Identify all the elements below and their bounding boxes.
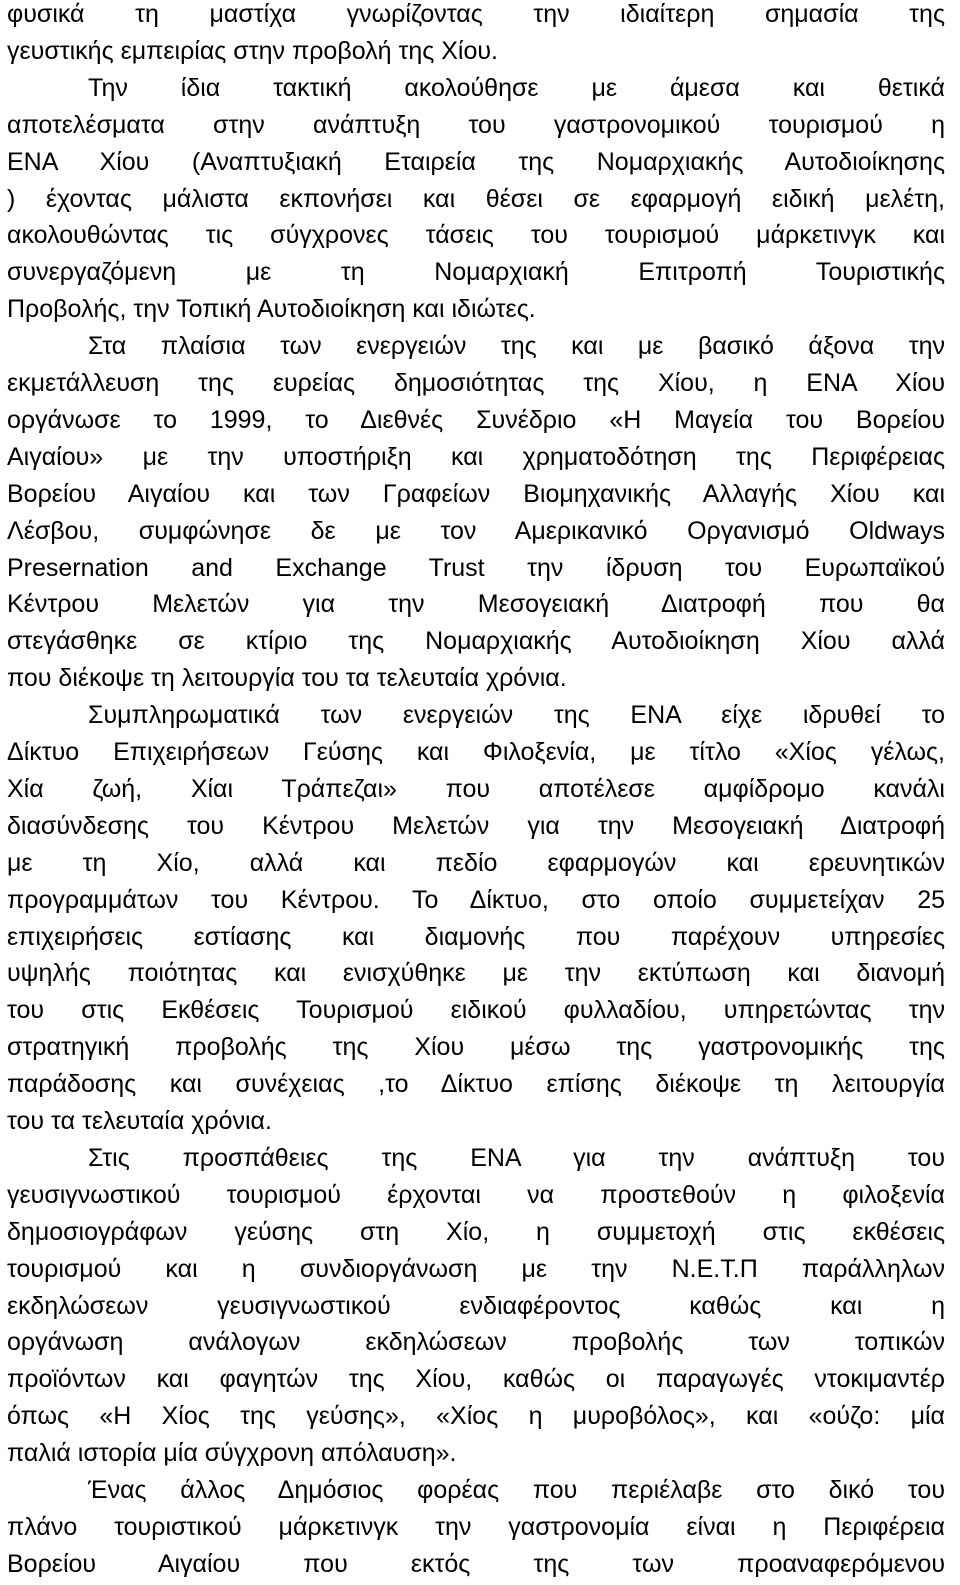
text-line: στεγάσθηκε σε κτίριο της Νομαρχιακής Αυτοδιοίκηση Χίου αλλά [7,627,945,656]
text-line: παράδοσης και συνέχειας ,το Δίκτυο επίσης διέκοψε τη λειτουργία [7,1070,945,1099]
text-line: παλιά ιστορία μία σύγχρονη απόλαυση». [7,1439,457,1468]
text-line: Προβολής, την Τοπική Αυτοδιοίκηση και ιδιώτες. [7,295,536,324]
text-line: στρατηγική προβολής της Χίου μέσω της γαστρονομικής της [7,1033,945,1062]
text-line: ) έχοντας μάλιστα εκπονήσει και θέσει σε εφαρμογή ειδική μελέτη, [7,184,945,213]
text-line: Κέντρου Μελετών για την Μεσογειακή Διατροφή που θα [7,590,945,619]
text-line: εκδηλώσεων γευσιγνωστικού ενδιαφέροντος καθώς και η [7,1291,945,1320]
text-line: Βορείου Αιγαίου που εκτός της των προαναφερόμενου [7,1549,945,1578]
paragraph-first-line: Στα πλαίσια των ενεργειών της και με βασικό άξονα την [88,332,945,361]
text-line: δημοσιογράφων γεύσης στη Χίο, η συμμετοχή στις εκθέσεις [7,1217,945,1246]
text-line: οργάνωση ανάλογων εκδηλώσεων προβολής των τοπικών [7,1328,945,1357]
text-line: πλάνο τουριστικού μάρκετινγκ την γαστρονομία είναι η Περιφέρεια [7,1512,945,1541]
text-line: τουρισμού και η συνδιοργάνωση με την Ν.Ε.Τ.Π παράλληλων [7,1254,945,1283]
text-line: συνεργαζόμενη με τη Νομαρχιακή Επιτροπή Τουριστικής [7,258,945,287]
paragraph-first-line: Την ίδια τακτική ακολούθησε με άμεσα και θετικά [88,73,945,102]
text-line: γευσιγνωστικού τουρισμού έρχονται να προστεθούν η φιλοξενία [7,1180,945,1209]
text-line: Λέσβου, συμφώνησε δε με τον Αμερικανικό Οργανισμό Oldways [7,516,945,545]
text-line: Δίκτυο Επιχειρήσεων Γεύσης και Φιλοξενία, με τίτλο «Χίος γέλως, [7,738,945,766]
paragraph-first-line: Στις προσπάθειες της ΕΝΑ για την ανάπτυξη του [88,1143,945,1172]
text-line: αποτελέσματα στην ανάπτυξη του γαστρονομικού τουρισμού η [7,110,945,139]
text-line: ΕΝΑ Χίου (Αναπτυξιακή Εταιρεία της Νομαρχιακής Αυτοδιοίκησης [7,147,945,176]
text-line: οργάνωσε το 1999, το Διεθνές Συνέδριο «Η Μαγεία του Βορείου [7,405,945,434]
paragraph-first-line: Ένας άλλος Δημόσιος φορέας που περιέλαβε στο δικό του [88,1476,945,1504]
text-line: φυσικά τη μαστίχα γνωρίζοντας την ιδιαίτερη σημασία της [7,0,945,28]
text-line: όπως «Η Χίος της γεύσης», «Χίος η μυροβόλος», και «ούζο: μία [7,1402,945,1431]
text-line: Βορείου Αιγαίου και των Γραφείων Βιομηχανικής Αλλαγής Χίου και [7,479,945,508]
paragraph-first-line: Συμπληρωματικά των ενεργειών της ΕΝΑ είχε ιδρυθεί το [88,701,945,730]
text-line: με τη Χίο, αλλά και πεδίο εφαρμογών και ερευνητικών [7,848,945,877]
text-line: Αιγαίου» με την υποστήριξη και χρηματοδότηση της Περιφέρειας [7,442,945,471]
text-line: επιχειρήσεις εστίασης και διαμονής που παρέχουν υπηρεσίες [7,922,945,951]
text-line: που διέκοψε τη λειτουργία του τα τελευταία χρόνια. [7,664,567,693]
text-line: προϊόντων και φαγητών της Χίου, καθώς οι παραγωγές ντοκιμαντέρ [7,1365,945,1394]
text-line: του τα τελευταία χρόνια. [7,1107,272,1135]
text-line: διασύνδεσης του Κέντρου Μελετών για την Μεσογειακή Διατροφή [7,811,945,840]
text-line: Χία ζωή, Χίαι Τράπεζαι» που αποτέλεσε αμφίδρομο κανάλι [7,774,945,803]
text-line: υψηλής ποιότητας και ενισχύθηκε με την εκτύπωση και διανομή [7,959,945,988]
text-line: Presernation and Exchange Trust την ίδρυση του Ευρωπαϊκού [7,553,945,582]
text-line: προγραμμάτων του Κέντρου. Το Δίκτυο, στο οποίο συμμετείχαν 25 [7,885,945,914]
text-line: του στις Εκθέσεις Τουρισμού ειδικού φυλλαδίου, υπηρετώντας την [7,996,945,1025]
text-line: εκμετάλλευση της ευρείας δημοσιότητας της Χίου, η ΕΝΑ Χίου [7,369,945,397]
text-line: γευστικής εμπειρίας στην προβολή της Χίου. [7,36,499,65]
text-line: ακολουθώντας τις σύγχρονες τάσεις του τουρισμού μάρκετινγκ και [7,221,945,250]
